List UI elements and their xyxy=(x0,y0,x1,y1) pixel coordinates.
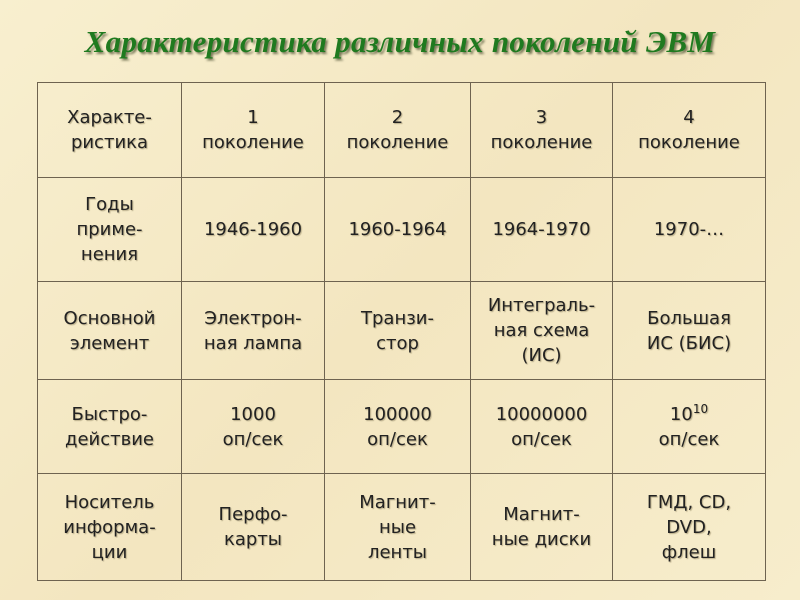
slide-title: Характеристика различных поколений ЭВМ xyxy=(84,24,716,59)
cell-storage-gen4: ГМД, CD, DVD, флеш xyxy=(613,474,766,581)
header-cell-characteristic: Характе- ристика xyxy=(38,83,182,178)
cell-years-gen3: 1964-1970 xyxy=(471,178,613,282)
cell-storage-gen2: Магнит- ные ленты xyxy=(325,474,471,581)
cell-element-gen4: Большая ИС (БИС) xyxy=(613,282,766,380)
row-label-speed: Быстро- действие xyxy=(38,380,182,474)
cell-element-gen2: Транзи- стор xyxy=(325,282,471,380)
cell-storage-gen3: Магнит- ные диски xyxy=(471,474,613,581)
cell-element-gen3: Интеграль- ная схема (ИС) xyxy=(471,282,613,380)
cell-speed-gen2: 100000 оп/сек xyxy=(325,380,471,474)
header-cell-gen4: 4 поколение xyxy=(613,83,766,178)
generations-table xyxy=(37,82,766,581)
table-row-speed xyxy=(38,380,766,474)
table-row-element xyxy=(38,282,766,380)
row-label-element: Основной элемент xyxy=(38,282,182,380)
row-label-storage: Носитель информа- ции xyxy=(38,474,182,581)
cell-years-gen4: 1970-… xyxy=(613,178,766,282)
cell-speed-gen4 xyxy=(613,380,766,474)
cell-years-gen2: 1960-1964 xyxy=(325,178,471,282)
table-row-years xyxy=(38,178,766,282)
header-cell-gen1: 1 поколение xyxy=(182,83,325,178)
header-cell-gen2: 2 поколение xyxy=(325,83,471,178)
table-header-row xyxy=(38,83,766,178)
cell-speed-gen1: 1000 оп/сек xyxy=(182,380,325,474)
header-cell-gen3: 3 поколение xyxy=(471,83,613,178)
speed-gen4-exponent: 10 xyxy=(692,401,709,416)
row-label-years: Годы приме- нения xyxy=(38,178,182,282)
cell-years-gen1: 1946-1960 xyxy=(182,178,325,282)
cell-speed-gen3: 10000000 оп/сек xyxy=(471,380,613,474)
speed-gen4-base: 10 xyxy=(669,403,693,425)
table-row-storage xyxy=(38,474,766,581)
cell-storage-gen1: Перфо- карты xyxy=(182,474,325,581)
cell-element-gen1: Электрон- ная лампа xyxy=(182,282,325,380)
speed-gen4-unit: оп/сек xyxy=(658,428,720,450)
